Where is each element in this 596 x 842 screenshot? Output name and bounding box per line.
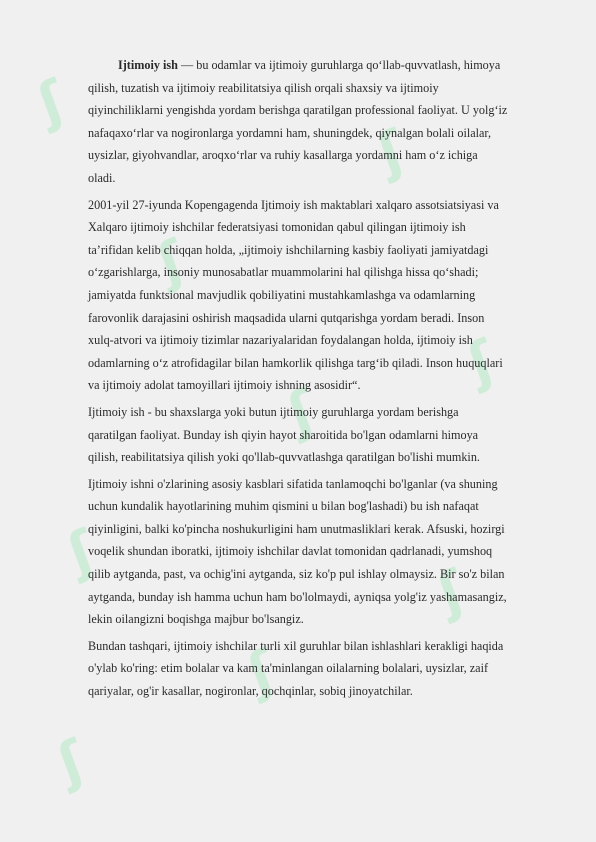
paragraph-career: Ijtimoiy ishni o'zlarining asosiy kasblari sifatida tanlamoqchi bo'lganlar (va shuning uchun kundalik hayotlarining muhim qismini u bilan bog'lashadi) bu ish nafaqat qiyinligini, balki ko'pincha noshukurligini ham unutmasliklari kerak. Afsuski, hozirgi voqelik shundan iboratki, ijtimoiy ishchilar davlat tomonidan qadrlanadi, yumshoq qilib aytganda, past, va ochig'ini aytganda, siz ko'p pul ishlay olmaysiz. Bir so'z bilan aytganda, bunday ish hamma uchun ham bo'lolmaydi, ayniqsa yolg'iz yashamasangiz, lekin oilangizni boqishga majbur bo'lsangiz. bbox=[88, 476, 507, 627]
watermark-glyph: ʃ bbox=[149, 228, 193, 295]
paragraph-summary: Ijtimoiy ish - bu shaxslarga yoki butun ijtimoiy guruhlarga yordam berishga qaratilgan faoliyat. Bunday ish qiyin hayot sharoitida bo'lgan odamlarni himoya qilish, reabilitatsiya qilish yoki qo'llab-quvvatlashga qaratilgan bo'lishi mumkin. bbox=[88, 404, 480, 465]
paragraph-definition bbox=[88, 54, 508, 190]
watermark-glyph: ʃ bbox=[29, 68, 73, 135]
watermark-glyph: ʃ bbox=[59, 518, 103, 585]
paragraph-text: — bu odamlar va ijtimoiy guruhlarga qo‘llab-quvvatlash, himoya qilish, tuzatish va ijtimoiy reabilitatsiya qilish orqali shaxsiy va ijtimoiy qiyinchiliklarni yengishda yordam berishga qaratilgan professional faoliyat. U yolg‘iz nafaqaxo‘rlar va nogironlarga yordamni ham, shuningdek, qiynalgan bolali oilalar, uysizlar, giyohvandlar, aroqxo‘rlar va ruhiy kasallarga yordamni ham o‘z ichiga oladi. bbox=[88, 58, 508, 185]
paragraph-groups: Bundan tashqari, ijtimoiy ishchilar turli xil guruhlar bilan ishlashlari kerakligi haqida o'ylab ko'ring: etim bolalar va kam ta'minlangan oilalarning bolalari, uysizlar, zaif qariyalar, og'ir kasallar, nogironlar, qochqinlar, sobiq jinoyatchilar. bbox=[88, 638, 504, 699]
watermark-glyph: ʃ bbox=[279, 378, 323, 445]
document-body bbox=[88, 54, 508, 707]
watermark-glyph: ʃ bbox=[459, 328, 503, 395]
lead-term: Ijtimoiy ish bbox=[118, 58, 178, 72]
watermark-glyph: ʃ bbox=[239, 638, 283, 705]
watermark-glyph: ʃ bbox=[369, 118, 413, 185]
watermark-glyph: ʃ bbox=[429, 558, 473, 625]
watermark-glyph: ʃ bbox=[49, 728, 93, 795]
paragraph-copenhagen: 2001-yil 27-iyunda Kopengagenda Ijtimoiy ish maktablari xalqaro assotsiatsiyasi va Xalqaro ijtimoiy ishchilar federatsiyasi tomonidan qabul qilingan ijtimoiy ish ta’rifidan kelib chiqqan holda, „ijtimoiy ishchilarning kasbiy faoliyati jamiyatdagi o‘zgarishlarga, insoniy munosabatlar muammolarini hal qilishga hissa qo‘shadi; jamiyatda funktsional mavjudlik qobiliyatini mustahkamlashga va odamlarning farovonlik darajasini oshirish maqsadida ularni qutqarishga yordam beradi. Inson xulq-atvori va ijtimoiy tizimlar nazariyalaridan foydalangan holda, ijtimoiy ish odamlarning o‘z atrofidagilar bilan hamkorlik qilishga targ‘ib qiladi. Inson huquqlari va ijtimoiy adolat tamoyillari ijtimoiy ishning asosidir“. bbox=[88, 197, 503, 393]
